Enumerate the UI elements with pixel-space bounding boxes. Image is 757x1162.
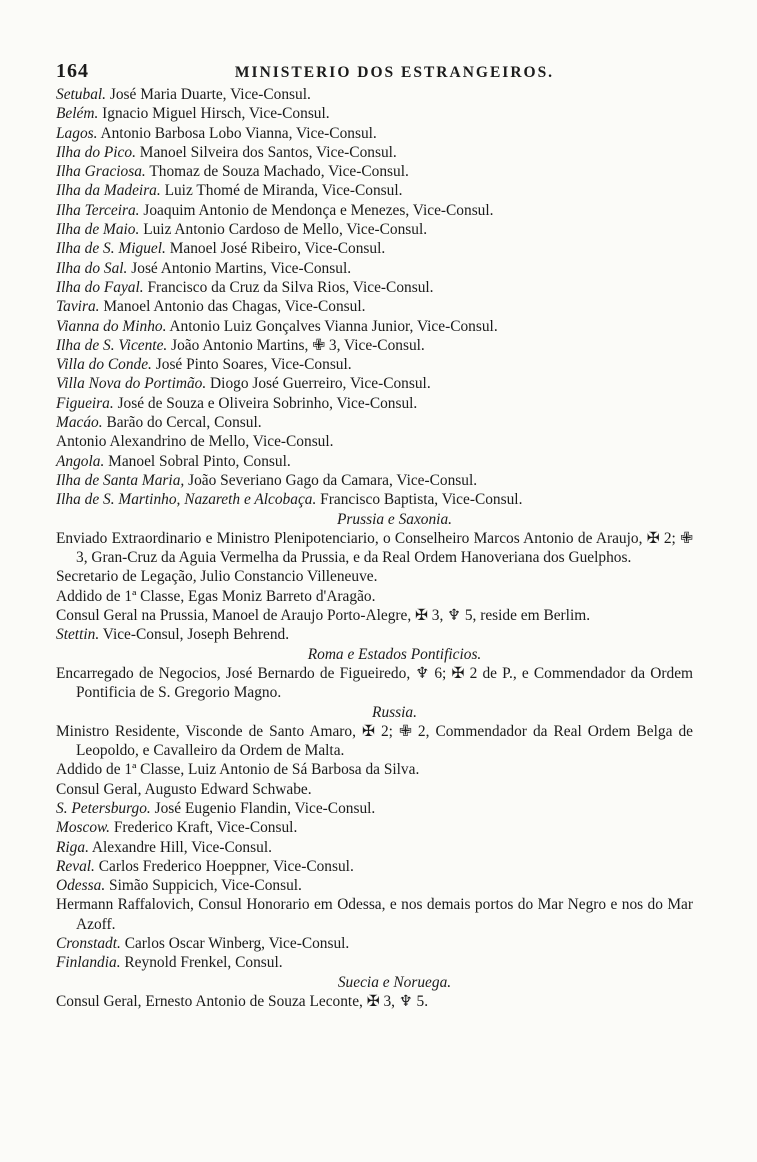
- list-item: Ilha de Santa Maria, João Severiano Gago da Camara, Vice-Consul.: [56, 471, 478, 489]
- list-item: Setubal. José Maria Duarte, Vice-Consul.: [56, 86, 311, 103]
- list-item: Ilha Graciosa. Thomaz de Souza Machado, Vice-Consul.: [56, 163, 409, 181]
- list-item: Villa do Conde. José Pinto Soares, Vice-Consul.: [56, 356, 352, 374]
- list-item: Finlandia. Reynold Frenkel, Consul.: [56, 954, 283, 972]
- list-item: Moscow. Frederico Kraft, Vice-Consul.: [56, 819, 298, 837]
- list-item: Reval. Carlos Frederico Hoeppner, Vice-Consul.: [56, 857, 354, 875]
- page-number: 164: [56, 60, 89, 82]
- section-title-russia: Russia.: [372, 703, 417, 721]
- list-item: Figueira. José de Souza e Oliveira Sobrinho, Vice-Consul.: [56, 394, 418, 412]
- list-item: Addido de 1ª Classe, Egas Moniz Barreto d'Aragão.: [56, 587, 376, 605]
- list-item: Ilha Terceira. Joaquim Antonio de Mendonça e Menezes, Vice-Consul.: [56, 201, 494, 219]
- list-item: Ilha do Pico. Manoel Silveira dos Santos, Vice-Consul.: [56, 143, 397, 161]
- list-item: Secretario de Legação, Julio Constancio Villeneuve.: [56, 568, 378, 586]
- section-title-roma: Roma e Estados Pontificios.: [307, 645, 482, 663]
- list-item: Ministro Residente, Visconde de Santo Amaro, ✠ 2; ✙ 2, Commendador da Real Ordem Belga de Leopoldo, e Cavalleiro da Ordem de Malta.: [56, 722, 693, 760]
- list-item: Consul Geral na Prussia, Manoel de Araujo Porto-Alegre, ✠ 3, ♆ 5, reside em Berlim.: [56, 607, 591, 625]
- list-item: Villa Nova do Portimão. Diogo José Guerreiro, Vice-Consul.: [56, 375, 431, 393]
- section-title-suecia: Suecia e Noruega.: [337, 973, 452, 991]
- list-item: Ilha de Maio. Luiz Antonio Cardoso de Mello, Vice-Consul.: [56, 221, 428, 239]
- list-item: Cronstadt. Carlos Oscar Winberg, Vice-Consul.: [56, 935, 350, 953]
- list-item: Belém. Ignacio Miguel Hirsch, Vice-Consul.: [56, 105, 330, 123]
- list-item: Riga. Alexandre Hill, Vice-Consul.: [56, 838, 272, 856]
- list-item: Tavira. Manoel Antonio das Chagas, Vice-Consul.: [56, 298, 366, 316]
- list-item: Ilha de S. Martinho, Nazareth e Alcobaça. Francisco Baptista, Vice-Consul.: [56, 491, 523, 509]
- list-item: Macáo. Barão do Cercal, Consul.: [56, 414, 262, 432]
- list-item: Encarregado de Negocios, José Bernardo de Figueiredo, ♆ 6; ✠ 2 de P., e Commendador da Ordem Pontificia de S. Gregorio Magno.: [56, 664, 693, 702]
- list-item: Ilha do Fayal. Francisco da Cruz da Silva Rios, Vice-Consul.: [56, 278, 434, 296]
- list-item: Ilha de S. Miguel. Manoel José Ribeiro, Vice-Consul.: [56, 240, 386, 258]
- list-item: Hermann Raffalovich, Consul Honorario em Odessa, e nos demais portos do Mar Negro e nos do Mar Azoff.: [56, 896, 693, 933]
- list-item: Vianna do Minho. Antonio Luiz Gonçalves Vianna Junior, Vice-Consul.: [56, 317, 498, 335]
- portugal-consuls-list: [56, 85, 693, 510]
- list-item: Angola. Manoel Sobral Pinto, Consul.: [56, 452, 291, 470]
- list-item: Odessa. Simão Suppicich, Vice-Consul.: [56, 877, 302, 895]
- list-item: Stettin. Vice-Consul, Joseph Behrend.: [56, 626, 290, 644]
- list-item: Addido de 1ª Classe, Luiz Antonio de Sá Barbosa da Silva.: [56, 761, 420, 779]
- list-item: Antonio Alexandrino de Mello, Vice-Consul.: [56, 433, 334, 451]
- list-item: Consul Geral, Augusto Edward Schwabe.: [56, 780, 312, 798]
- list-item: S. Petersburgo. José Eugenio Flandin, Vice-Consul.: [56, 799, 376, 817]
- list-item: Consul Geral, Ernesto Antonio de Souza Leconte, ✠ 3, ♆ 5.: [56, 992, 429, 1010]
- list-item: Enviado Extraordinario e Ministro Plenipotenciario, o Conselheiro Marcos Antonio de Araujo, ✠ 2; ✙ 3, Gran-Cruz da Aguia Vermelha da Prussia, e da Real Ordem Hanoveriana dos Guelphos.: [56, 529, 693, 567]
- list-item: Ilha do Sal. José Antonio Martins, Vice-Consul.: [56, 259, 352, 277]
- list-item: Ilha de S. Vicente. João Antonio Martins, ✙ 3, Vice-Consul.: [56, 336, 425, 354]
- list-item: Lagos. Antonio Barbosa Lobo Vianna, Vice-Consul.: [56, 124, 377, 142]
- section-title-prussia: Prussia e Saxonia.: [337, 510, 452, 528]
- list-item: Ilha da Madeira. Luiz Thomé de Miranda, Vice-Consul.: [56, 182, 403, 200]
- running-title: MINISTERIO DOS ESTRANGEIROS.: [234, 64, 555, 81]
